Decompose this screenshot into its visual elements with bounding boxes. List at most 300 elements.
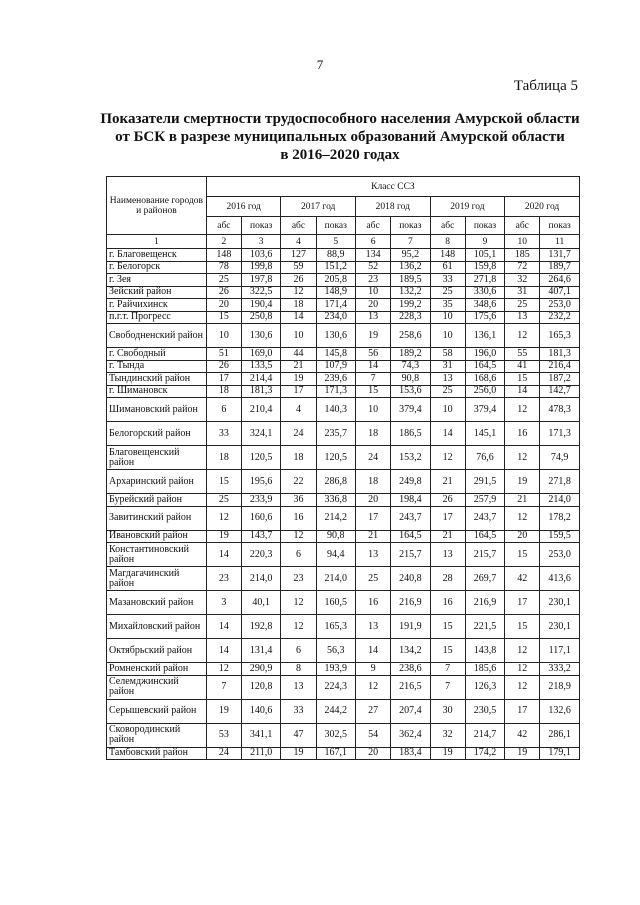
row-cell: 233,9 xyxy=(241,494,280,507)
row-cell: 6 xyxy=(206,398,241,422)
row-cell: 286,1 xyxy=(540,723,580,747)
row-cell: 198,4 xyxy=(391,494,430,507)
row-cell: 19 xyxy=(206,530,241,543)
row-cell: 26 xyxy=(206,360,241,373)
column-number: 4 xyxy=(281,235,316,249)
row-cell: 333,2 xyxy=(540,663,580,676)
row-cell: 42 xyxy=(505,723,540,747)
row-cell: 120,5 xyxy=(241,446,280,470)
row-cell: 164,5 xyxy=(465,360,504,373)
header-year: 2017 год xyxy=(281,197,356,217)
row-cell: 10 xyxy=(356,286,391,299)
row-cell: 72 xyxy=(505,261,540,274)
row-cell: 131,4 xyxy=(241,639,280,663)
row-cell: 6 xyxy=(281,543,316,567)
header-pokaz: показ xyxy=(465,217,504,235)
row-cell: 33 xyxy=(430,274,465,287)
table-row xyxy=(107,494,580,507)
table-row xyxy=(107,324,580,348)
row-cell: 167,1 xyxy=(316,747,355,760)
row-cell: 90,8 xyxy=(391,373,430,386)
row-cell: 41 xyxy=(505,360,540,373)
row-cell: 178,2 xyxy=(540,506,580,530)
row-cell: 13 xyxy=(430,373,465,386)
row-cell: 224,3 xyxy=(316,675,355,699)
row-cell: 13 xyxy=(281,675,316,699)
row-cell: 33 xyxy=(281,699,316,723)
row-cell: 187,2 xyxy=(540,373,580,386)
row-cell: 197,8 xyxy=(241,274,280,287)
row-cell: 228,3 xyxy=(391,311,430,324)
row-cell: 47 xyxy=(281,723,316,747)
row-cell: 59 xyxy=(281,261,316,274)
title-line-3: в 2016–2020 годах xyxy=(280,147,400,163)
row-cell: 330,6 xyxy=(465,286,504,299)
column-number: 10 xyxy=(505,235,540,249)
row-cell: 13 xyxy=(430,543,465,567)
row-cell: 183,4 xyxy=(391,747,430,760)
row-name: Архаринский район xyxy=(107,470,207,494)
column-number: 7 xyxy=(391,235,430,249)
row-cell: 12 xyxy=(206,506,241,530)
row-cell: 159,8 xyxy=(465,261,504,274)
row-name: Серышевский район xyxy=(107,699,207,723)
row-cell: 12 xyxy=(505,663,540,676)
row-cell: 362,4 xyxy=(391,723,430,747)
row-cell: 24 xyxy=(356,446,391,470)
row-cell: 4 xyxy=(281,398,316,422)
table-row xyxy=(107,663,580,676)
row-cell: 216,9 xyxy=(391,591,430,615)
row-cell: 215,7 xyxy=(465,543,504,567)
column-number: 5 xyxy=(316,235,355,249)
table-row xyxy=(107,311,580,324)
row-cell: 235,7 xyxy=(316,422,355,446)
row-name: Свободненский район xyxy=(107,324,207,348)
row-name: Сковородинский район xyxy=(107,723,207,747)
row-cell: 15 xyxy=(206,470,241,494)
row-cell: 58 xyxy=(430,348,465,361)
header-year: 2018 год xyxy=(356,197,431,217)
table-row xyxy=(107,567,580,591)
row-cell: 271,8 xyxy=(540,470,580,494)
row-cell: 15 xyxy=(430,615,465,639)
row-name: Михайловский район xyxy=(107,615,207,639)
row-cell: 7 xyxy=(206,675,241,699)
row-cell: 214,4 xyxy=(241,373,280,386)
row-cell: 249,8 xyxy=(391,470,430,494)
row-cell: 26 xyxy=(281,274,316,287)
row-cell: 142,7 xyxy=(540,385,580,398)
row-cell: 18 xyxy=(281,446,316,470)
row-cell: 17 xyxy=(430,506,465,530)
table-row xyxy=(107,506,580,530)
row-name: Октябрьский район xyxy=(107,639,207,663)
row-cell: 214,7 xyxy=(465,723,504,747)
row-cell: 160,6 xyxy=(241,506,280,530)
row-cell: 153,2 xyxy=(391,446,430,470)
row-cell: 145,8 xyxy=(316,348,355,361)
row-cell: 14 xyxy=(505,385,540,398)
row-cell: 258,6 xyxy=(391,324,430,348)
row-cell: 17 xyxy=(356,506,391,530)
row-cell: 207,4 xyxy=(391,699,430,723)
row-name: г. Шимановск xyxy=(107,385,207,398)
row-cell: 169,0 xyxy=(241,348,280,361)
row-cell: 134,2 xyxy=(391,639,430,663)
row-cell: 28 xyxy=(430,567,465,591)
row-cell: 3 xyxy=(206,591,241,615)
row-cell: 12 xyxy=(505,324,540,348)
row-cell: 74,9 xyxy=(540,446,580,470)
row-cell: 214,2 xyxy=(316,506,355,530)
row-cell: 19 xyxy=(505,747,540,760)
row-cell: 103,6 xyxy=(241,249,280,262)
row-cell: 15 xyxy=(505,543,540,567)
row-cell: 21 xyxy=(430,470,465,494)
row-name: Ромненский район xyxy=(107,663,207,676)
row-cell: 12 xyxy=(356,675,391,699)
row-cell: 290,9 xyxy=(241,663,280,676)
row-cell: 18 xyxy=(206,385,241,398)
row-cell: 19 xyxy=(281,373,316,386)
row-cell: 10 xyxy=(206,324,241,348)
row-cell: 140,3 xyxy=(316,398,355,422)
row-cell: 243,7 xyxy=(391,506,430,530)
row-cell: 20 xyxy=(356,494,391,507)
header-abs: абс xyxy=(281,217,316,235)
row-cell: 10 xyxy=(356,398,391,422)
table-row xyxy=(107,360,580,373)
row-cell: 348,6 xyxy=(465,299,504,312)
row-cell: 105,1 xyxy=(465,249,504,262)
row-cell: 132,6 xyxy=(540,699,580,723)
row-cell: 12 xyxy=(281,615,316,639)
row-cell: 250,8 xyxy=(241,311,280,324)
row-cell: 35 xyxy=(430,299,465,312)
row-cell: 6 xyxy=(281,639,316,663)
row-cell: 253,0 xyxy=(540,543,580,567)
row-cell: 234,0 xyxy=(316,311,355,324)
row-cell: 322,5 xyxy=(241,286,280,299)
title-line-2: от БСК в разрезе муниципальных образований Амурской области xyxy=(115,129,565,145)
row-cell: 189,7 xyxy=(540,261,580,274)
row-cell: 190,4 xyxy=(241,299,280,312)
row-name: Белогорский район xyxy=(107,422,207,446)
row-cell: 12 xyxy=(281,530,316,543)
row-cell: 336,8 xyxy=(316,494,355,507)
table-row xyxy=(107,261,580,274)
row-cell: 215,7 xyxy=(391,543,430,567)
row-cell: 31 xyxy=(430,360,465,373)
row-cell: 25 xyxy=(206,274,241,287)
row-cell: 56,3 xyxy=(316,639,355,663)
table-row xyxy=(107,699,580,723)
header-pokaz: показ xyxy=(540,217,580,235)
row-cell: 232,2 xyxy=(540,311,580,324)
table-label: Таблица 5 xyxy=(513,78,578,94)
row-name: Тындинский район xyxy=(107,373,207,386)
row-cell: 181,3 xyxy=(241,385,280,398)
row-cell: 120,5 xyxy=(316,446,355,470)
row-name: Тамбовский район xyxy=(107,747,207,760)
row-cell: 218,9 xyxy=(540,675,580,699)
table-row xyxy=(107,747,580,760)
header-abs: абс xyxy=(430,217,465,235)
row-cell: 130,6 xyxy=(241,324,280,348)
table-row xyxy=(107,470,580,494)
row-cell: 15 xyxy=(430,639,465,663)
row-cell: 341,1 xyxy=(241,723,280,747)
row-cell: 23 xyxy=(206,567,241,591)
table-row xyxy=(107,639,580,663)
row-cell: 136,2 xyxy=(391,261,430,274)
row-cell: 7 xyxy=(430,675,465,699)
row-cell: 12 xyxy=(505,398,540,422)
title-line-1: Показатели смертности трудоспособного населения Амурской области xyxy=(100,111,580,127)
row-cell: 199,8 xyxy=(241,261,280,274)
row-cell: 407,1 xyxy=(540,286,580,299)
header-pokaz: показ xyxy=(316,217,355,235)
row-cell: 19 xyxy=(356,324,391,348)
row-name: Магдагачинский район xyxy=(107,567,207,591)
row-name: Шимановский район xyxy=(107,398,207,422)
row-cell: 52 xyxy=(356,261,391,274)
row-cell: 174,2 xyxy=(465,747,504,760)
row-cell: 271,8 xyxy=(465,274,504,287)
row-cell: 211,0 xyxy=(241,747,280,760)
table-row xyxy=(107,385,580,398)
row-cell: 53 xyxy=(206,723,241,747)
row-cell: 74,3 xyxy=(391,360,430,373)
row-cell: 216,4 xyxy=(540,360,580,373)
row-cell: 291,5 xyxy=(465,470,504,494)
row-cell: 20 xyxy=(505,530,540,543)
row-cell: 143,8 xyxy=(465,639,504,663)
row-cell: 302,5 xyxy=(316,723,355,747)
row-cell: 14 xyxy=(356,639,391,663)
row-cell: 127 xyxy=(281,249,316,262)
row-cell: 21 xyxy=(281,360,316,373)
row-cell: 15 xyxy=(505,373,540,386)
row-cell: 19 xyxy=(505,470,540,494)
row-cell: 13 xyxy=(505,311,540,324)
row-cell: 13 xyxy=(356,311,391,324)
row-cell: 171,3 xyxy=(316,385,355,398)
row-cell: 26 xyxy=(206,286,241,299)
row-cell: 286,8 xyxy=(316,470,355,494)
column-number: 8 xyxy=(430,235,465,249)
row-cell: 379,4 xyxy=(465,398,504,422)
row-cell: 20 xyxy=(206,299,241,312)
row-cell: 107,9 xyxy=(316,360,355,373)
row-cell: 7 xyxy=(430,663,465,676)
row-cell: 324,1 xyxy=(241,422,280,446)
row-cell: 27 xyxy=(356,699,391,723)
row-cell: 478,3 xyxy=(540,398,580,422)
row-cell: 32 xyxy=(505,274,540,287)
row-cell: 14 xyxy=(206,543,241,567)
row-cell: 216,5 xyxy=(391,675,430,699)
row-cell: 413,6 xyxy=(540,567,580,591)
row-cell: 40,1 xyxy=(241,591,280,615)
row-cell: 16 xyxy=(356,591,391,615)
row-cell: 221,5 xyxy=(465,615,504,639)
row-cell: 186,5 xyxy=(391,422,430,446)
row-cell: 264,6 xyxy=(540,274,580,287)
row-cell: 243,7 xyxy=(465,506,504,530)
row-cell: 10 xyxy=(430,311,465,324)
header-pokaz: показ xyxy=(391,217,430,235)
page-number: 7 xyxy=(316,57,324,72)
row-cell: 132,2 xyxy=(391,286,430,299)
row-name: Мазановский район xyxy=(107,591,207,615)
row-cell: 21 xyxy=(430,530,465,543)
row-cell: 95,2 xyxy=(391,249,430,262)
header-year: 2020 год xyxy=(505,197,580,217)
row-cell: 19 xyxy=(430,747,465,760)
row-cell: 15 xyxy=(505,615,540,639)
row-cell: 51 xyxy=(206,348,241,361)
row-cell: 32 xyxy=(430,723,465,747)
row-cell: 179,1 xyxy=(540,747,580,760)
row-cell: 78 xyxy=(206,261,241,274)
row-cell: 165,3 xyxy=(316,615,355,639)
row-cell: 23 xyxy=(356,274,391,287)
row-cell: 148 xyxy=(206,249,241,262)
row-name: Константиновский район xyxy=(107,543,207,567)
row-cell: 189,5 xyxy=(391,274,430,287)
row-cell: 240,8 xyxy=(391,567,430,591)
row-cell: 18 xyxy=(281,299,316,312)
row-cell: 15 xyxy=(356,385,391,398)
row-cell: 171,4 xyxy=(316,299,355,312)
table-row xyxy=(107,675,580,699)
row-cell: 244,2 xyxy=(316,699,355,723)
table-row xyxy=(107,274,580,287)
row-cell: 42 xyxy=(505,567,540,591)
row-cell: 168,6 xyxy=(465,373,504,386)
table-row xyxy=(107,286,580,299)
column-number: 11 xyxy=(540,235,580,249)
row-cell: 126,3 xyxy=(465,675,504,699)
row-name: г. Зея xyxy=(107,274,207,287)
row-cell: 16 xyxy=(430,591,465,615)
row-cell: 230,5 xyxy=(465,699,504,723)
row-name: г. Свободный xyxy=(107,348,207,361)
row-cell: 26 xyxy=(430,494,465,507)
table-row xyxy=(107,373,580,386)
row-cell: 175,6 xyxy=(465,311,504,324)
row-cell: 230,1 xyxy=(540,615,580,639)
row-cell: 31 xyxy=(505,286,540,299)
row-cell: 160,5 xyxy=(316,591,355,615)
row-cell: 10 xyxy=(430,324,465,348)
row-cell: 24 xyxy=(206,747,241,760)
row-cell: 19 xyxy=(206,699,241,723)
column-number: 9 xyxy=(465,235,504,249)
row-cell: 10 xyxy=(281,324,316,348)
row-cell: 193,9 xyxy=(316,663,355,676)
header-name-column: Наименование городов и районов xyxy=(107,177,207,235)
row-cell: 12 xyxy=(505,675,540,699)
row-cell: 214,0 xyxy=(241,567,280,591)
header-abs: абс xyxy=(356,217,391,235)
header-year: 2016 год xyxy=(206,197,281,217)
row-cell: 199,2 xyxy=(391,299,430,312)
row-cell: 61 xyxy=(430,261,465,274)
row-cell: 12 xyxy=(281,591,316,615)
column-number: 2 xyxy=(206,235,241,249)
row-name: Ивановский район xyxy=(107,530,207,543)
table-row xyxy=(107,249,580,262)
row-cell: 210,4 xyxy=(241,398,280,422)
row-cell: 20 xyxy=(356,747,391,760)
row-cell: 7 xyxy=(356,373,391,386)
column-number: 6 xyxy=(356,235,391,249)
row-cell: 90,8 xyxy=(316,530,355,543)
header-pokaz: показ xyxy=(241,217,280,235)
row-cell: 216,9 xyxy=(465,591,504,615)
row-name: п.г.т. Прогресс xyxy=(107,311,207,324)
row-name: г. Белогорск xyxy=(107,261,207,274)
row-cell: 36 xyxy=(281,494,316,507)
column-number: 3 xyxy=(241,235,280,249)
row-cell: 257,9 xyxy=(465,494,504,507)
row-cell: 153,6 xyxy=(391,385,430,398)
row-cell: 253,0 xyxy=(540,299,580,312)
row-cell: 20 xyxy=(356,299,391,312)
row-name: г. Благовещенск xyxy=(107,249,207,262)
document-title xyxy=(80,110,600,164)
row-name: Селемджинский район xyxy=(107,675,207,699)
row-cell: 30 xyxy=(430,699,465,723)
row-cell: 88,9 xyxy=(316,249,355,262)
row-cell: 134 xyxy=(356,249,391,262)
row-cell: 165,3 xyxy=(540,324,580,348)
row-cell: 9 xyxy=(356,663,391,676)
row-name: г. Тында xyxy=(107,360,207,373)
row-cell: 171,3 xyxy=(540,422,580,446)
row-name: Бурейский район xyxy=(107,494,207,507)
table-row xyxy=(107,591,580,615)
row-cell: 94,4 xyxy=(316,543,355,567)
row-cell: 12 xyxy=(430,446,465,470)
row-cell: 8 xyxy=(281,663,316,676)
row-cell: 14 xyxy=(206,639,241,663)
row-cell: 130,6 xyxy=(316,324,355,348)
header-group: Класс ССЗ xyxy=(206,177,579,197)
row-cell: 76,6 xyxy=(465,446,504,470)
row-cell: 10 xyxy=(430,398,465,422)
row-cell: 24 xyxy=(281,422,316,446)
row-cell: 12 xyxy=(505,506,540,530)
row-cell: 21 xyxy=(356,530,391,543)
row-cell: 205,8 xyxy=(316,274,355,287)
row-cell: 13 xyxy=(356,543,391,567)
header-year: 2019 год xyxy=(430,197,505,217)
row-cell: 256,0 xyxy=(465,385,504,398)
row-cell: 379,4 xyxy=(391,398,430,422)
table-row xyxy=(107,723,580,747)
row-name: Завитинский район xyxy=(107,506,207,530)
row-cell: 17 xyxy=(505,699,540,723)
row-cell: 17 xyxy=(206,373,241,386)
row-cell: 12 xyxy=(505,639,540,663)
row-cell: 220,3 xyxy=(241,543,280,567)
table-row xyxy=(107,422,580,446)
row-cell: 185,6 xyxy=(465,663,504,676)
